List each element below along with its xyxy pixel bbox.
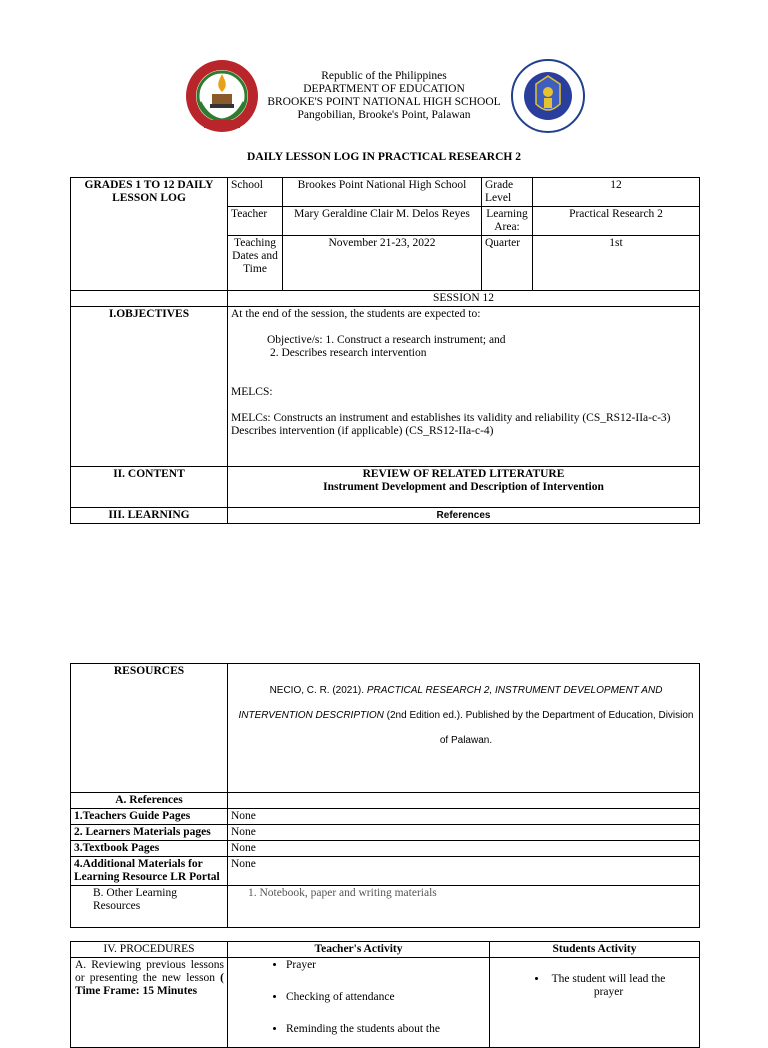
teacher-activities — [228, 958, 490, 1048]
resource-row-value: None — [228, 857, 700, 886]
resources-citation — [228, 664, 700, 793]
lesson-log-table — [70, 177, 700, 524]
citation-author: NECIO, C. R. (2021). — [269, 685, 367, 696]
header-address: Pangobilian, Brooke's Point, Palawan — [297, 109, 471, 121]
teacher-value: Mary Geraldine Clair M. Delos Reyes — [283, 207, 482, 236]
teacher-activity-item: • Checking of attendance — [286, 991, 486, 1004]
student-activity-item: • The student will lead the prayer — [548, 973, 669, 999]
resources-label: RESOURCES — [71, 664, 228, 793]
content-title: REVIEW OF RELATED LITERATURE — [362, 468, 565, 480]
header-department: DEPARTMENT OF EDUCATION — [303, 83, 465, 95]
procedures-label: IV. PROCEDURES — [71, 942, 228, 958]
header-republic: Republic of the Philippines — [321, 70, 447, 82]
school-label: School — [228, 178, 283, 207]
teacher-label: Teacher — [228, 207, 283, 236]
resource-row-value: None — [228, 809, 700, 825]
grade-label: Grade Level — [482, 178, 533, 207]
objectives-label: I.OBJECTIVES — [71, 307, 228, 467]
resource-row-label: 2. Learners Materials pages — [71, 825, 228, 841]
objective-1: Objective/s: 1. Construct a research instrument; and — [267, 334, 506, 346]
resource-row-label: 4.Additional Materials for Learning Resource LR Portal — [71, 857, 228, 886]
quarter-label: Quarter — [482, 236, 533, 291]
melcs-label: MELCS: — [231, 386, 273, 398]
teacher-activity-item: • Prayer — [286, 959, 486, 972]
references-label: A. References — [71, 793, 228, 809]
session-label: SESSION 12 — [228, 291, 700, 307]
dates-value: November 21-23, 2022 — [283, 236, 482, 291]
content-label: II. CONTENT — [71, 467, 228, 508]
dates-label: Teaching Dates and Time — [228, 236, 283, 291]
area-label: Learning Area: — [482, 207, 533, 236]
procedure-a-time: ( Time Frame: 15 Minutes — [75, 972, 224, 997]
quarter-value: 1st — [533, 236, 700, 291]
student-activity-header: Students Activity — [490, 942, 700, 958]
learning-value: References — [228, 508, 700, 524]
objectives-intro: At the end of the session, the students are expected to: — [231, 308, 481, 320]
log-label: GRADES 1 TO 12 DAILY LESSON LOG — [71, 178, 228, 291]
resources-table — [70, 663, 700, 928]
citation-rest: (2nd Edition ed.). Published by the Department of Education, Division of Palawan. — [383, 710, 694, 746]
other-resources-label: B. Other Learning Resources — [71, 886, 228, 928]
melcs-text: MELCs: Constructs an instrument and establishes its validity and reliability (CS_RS12-IIa-c-3) Describes intervention (if applicable) (CS_RS12-IIa-c-4) — [231, 412, 671, 437]
resource-row-value: None — [228, 841, 700, 857]
procedure-a-text: A. Reviewing previous lessons or presenting the new lesson — [75, 959, 224, 984]
content-cell — [228, 467, 700, 508]
content-subtitle: Instrument Development and Description of Intervention — [323, 481, 604, 493]
other-resources-value: 1. Notebook, paper and writing materials — [228, 886, 700, 928]
procedure-a-label — [71, 958, 228, 1048]
objective-2: 2. Describes research intervention — [270, 347, 427, 359]
teacher-activity-item: • Reminding the students about the — [286, 1023, 486, 1036]
header-school-name: BROOKE'S POINT NATIONAL HIGH SCHOOL — [267, 96, 501, 108]
teacher-activity-header: Teacher's Activity — [228, 942, 490, 958]
resource-row-label: 3.Textbook Pages — [71, 841, 228, 857]
school-value: Brookes Point National High School — [283, 178, 482, 207]
objectives-cell — [228, 307, 700, 467]
area-value: Practical Research 2 — [533, 207, 700, 236]
resource-row-value: None — [228, 825, 700, 841]
grade-value: 12 — [533, 178, 700, 207]
resource-row-label: 1.Teachers Guide Pages — [71, 809, 228, 825]
document-title: DAILY LESSON LOG IN PRACTICAL RESEARCH 2 — [247, 151, 521, 163]
citation-title: PRACTICAL RESEARCH 2, INSTRUMENT DEVELOPMENT AND INTERVENTION DESCRIPTION — [238, 685, 663, 721]
learning-label: III. LEARNING — [71, 508, 228, 524]
student-activities — [490, 958, 700, 1048]
procedures-table — [70, 941, 700, 1048]
